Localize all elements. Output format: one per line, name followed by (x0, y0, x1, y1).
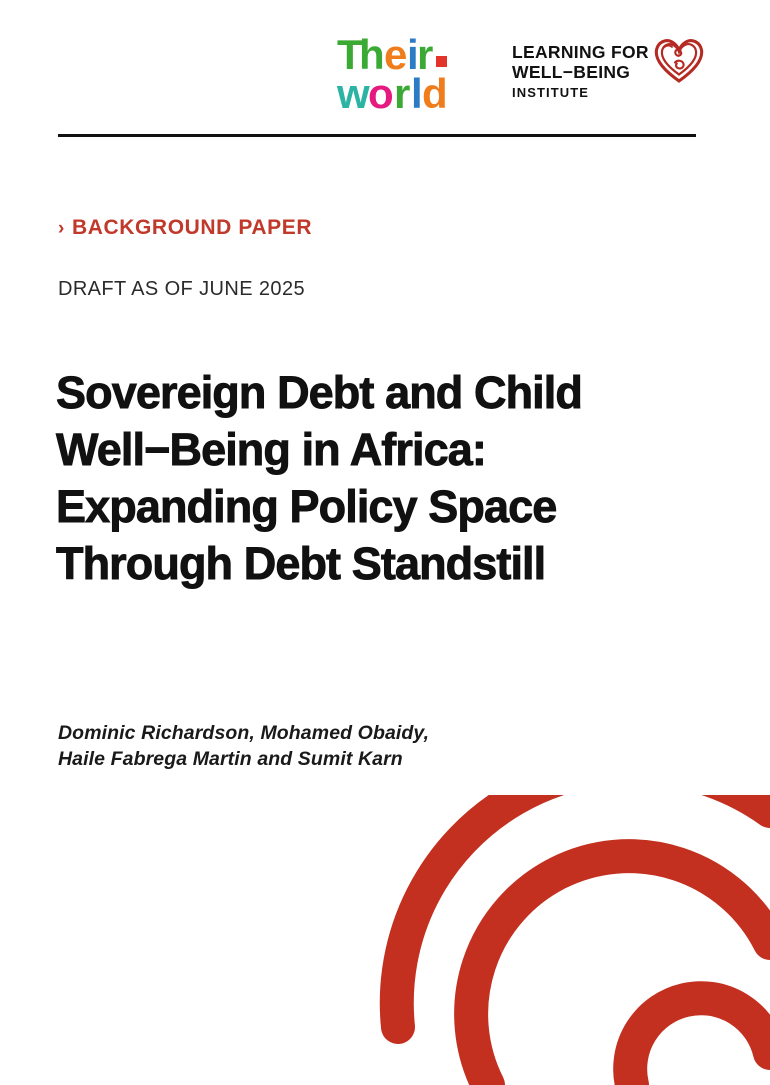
author-line-1: Dominic Richardson, Mohamed Obaidy, (58, 722, 430, 744)
concentric-arcs-graphic (370, 795, 770, 1085)
header-divider-rule (58, 134, 696, 137)
title-line-3: Expanding Policy Space (56, 481, 557, 532)
draft-status-label: DRAFT AS OF JUNE 2025 (58, 278, 305, 300)
title-line-1: Sovereign Debt and Child (56, 367, 582, 418)
tw-letter-w: w (337, 70, 370, 114)
heart-spiral-icon (653, 36, 705, 84)
tw-letter-o: o (368, 70, 394, 114)
kicker-label: BACKGROUND PAPER (71, 216, 313, 239)
background-paper-kicker (58, 216, 312, 240)
tw-letter-h: h (359, 32, 385, 78)
author-list (58, 720, 528, 772)
title-line-4: Through Debt Standstill (56, 538, 546, 589)
tw-letter-l: l (411, 70, 423, 114)
lwb-wordmark (512, 42, 649, 102)
theirworld-logo (337, 32, 459, 114)
title-line-2: Well−Being in Africa: (56, 424, 486, 475)
author-line-2: Haile Fabrega Martin and Sumit Karn (58, 748, 403, 770)
tw-letter-e: e (384, 32, 408, 78)
arc-outer (397, 795, 770, 1027)
tw-period (436, 56, 447, 67)
page-title (56, 364, 656, 592)
tw-letter-d: d (422, 70, 448, 114)
tw-letter-r: r (417, 32, 434, 78)
learning-for-well-being-institute-logo (512, 36, 702, 110)
lwb-line-3: INSTITUTE (512, 85, 590, 100)
lwb-line-1: LEARNING FOR (512, 42, 649, 62)
tw-letter-T: T (337, 32, 363, 78)
header-logo-bar (0, 0, 770, 118)
arc-middle (471, 856, 770, 1085)
tw-letter-i: i (407, 32, 419, 78)
tw-letter-r2: r (394, 70, 411, 114)
arc-inner (630, 998, 770, 1085)
lwb-line-2: WELL−BEING (512, 62, 631, 82)
chevron-right-icon: › (58, 218, 65, 239)
